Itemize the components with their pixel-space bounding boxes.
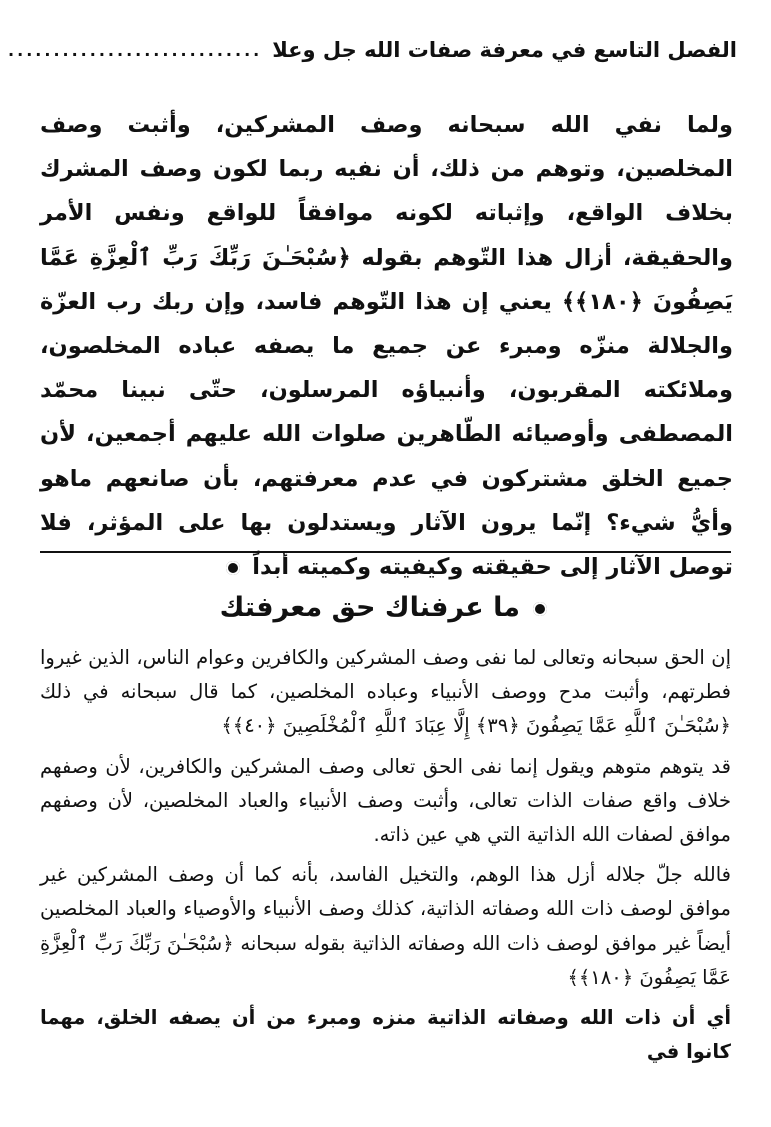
flower-ornament-icon xyxy=(533,602,547,616)
section-title: ما عرفناك حق معرفتك xyxy=(219,592,520,623)
paragraph: إن الحق سبحانه وتعالى لما نفى وصف المشركين والكافرين وعوام الناس، الذين غيروا فطرتهم، وأثبت مدح ووصف الأنبياء وعباده المخلصين، كما قال سبحانه في ذلك ﴿سُبْحَـٰنَ ٱللَّهِ عَمَّا يَصِفُونَ ﴿٣٩﴾ إِلَّا عِبَادَ ٱللَّهِ ٱلْمُخْلَصِينَ ﴿٤٠﴾﴾ xyxy=(40,646,731,738)
paragraph: فالله جلّ جلاله أزل هذا الوهم، والتخيل الفاسد، بأنه كما أن وصف المشركين غير موافق لوصف ذات الله وصفاته الذاتية، كذلك وصف الأنبياء والأوصياء والعباد المخلصين أيضاً غير موافق لوصف ذات الله وصفاته الذاتية بقوله سبحانه ﴿سُبْحَـٰنَ رَبِّكَ رَبِّ ٱلْعِزَّةِ عَمَّا يَصِفُونَ ﴿١٨٠﴾﴾ xyxy=(40,863,731,989)
upper-paragraph-text: ولما نفي الله سبحانه وصف المشركين، وأثبت وصف المخلصين، وتوهم من ذلك، أن نفيه ربما لكون وصف المشرك بخلاف الواقع، وإثباته لكونه موافقاً للواقع ونفس الأمر والحقيقة، أزال هذا التّوهم بقوله ﴿سُبْحَـٰنَ رَبِّكَ رَبِّ ٱلْعِزَّةِ عَمَّا يَصِفُونَ ﴿١٨٠﴾﴾ يعني إن هذا التّوهم فاسد، وإن ربك رب العزّة والجلالة منزّه ومبرء عن جميع ما يصفه عباده المخلصون، وملائكته المقربون، وأنبياؤه المرسلون، حتّى نبينا محمّد المصطفى وأوصيائه الطّاهرين صلوات الله عليهم أجمعين، لأن جميع الخلق مشتركون في عدم معرفتهم، بأن صانعهم ماهو وأيُّ شيء؟ إنّما يرون الآثار ويستدلون بها على المؤثر، فلا توصل الآثار إلى حقيقته وكيفيته وكميته أبداً xyxy=(40,112,733,581)
page-header xyxy=(8,30,737,70)
running-title: الفصل التاسع في معرفة صفات الله جل وعلا xyxy=(272,38,737,62)
section-heading xyxy=(40,585,731,631)
lower-body xyxy=(40,641,731,1075)
upper-body xyxy=(40,103,733,589)
flower-ornament-icon xyxy=(226,561,240,575)
paragraph: قد يتوهم متوهم ويقول إنما نفى الحق تعالى وصف المشركين والكافرين، لأن وصفهم خلاف واقع صفات الذات تعالى، وأثبت وصف الأنبياء والعباد المخلصين، لأن وصفهم موافق لصفات الله الذاتية التي هي عين ذاته. xyxy=(40,754,731,847)
leader-dots: ............................ xyxy=(8,40,263,60)
paragraph: أي أن ذات الله وصفاته الذاتية منزه ومبرء من أن يصفه الخلق، مهما كانوا في xyxy=(40,1006,731,1064)
upper-paragraph xyxy=(40,103,733,589)
section-divider xyxy=(40,551,731,553)
